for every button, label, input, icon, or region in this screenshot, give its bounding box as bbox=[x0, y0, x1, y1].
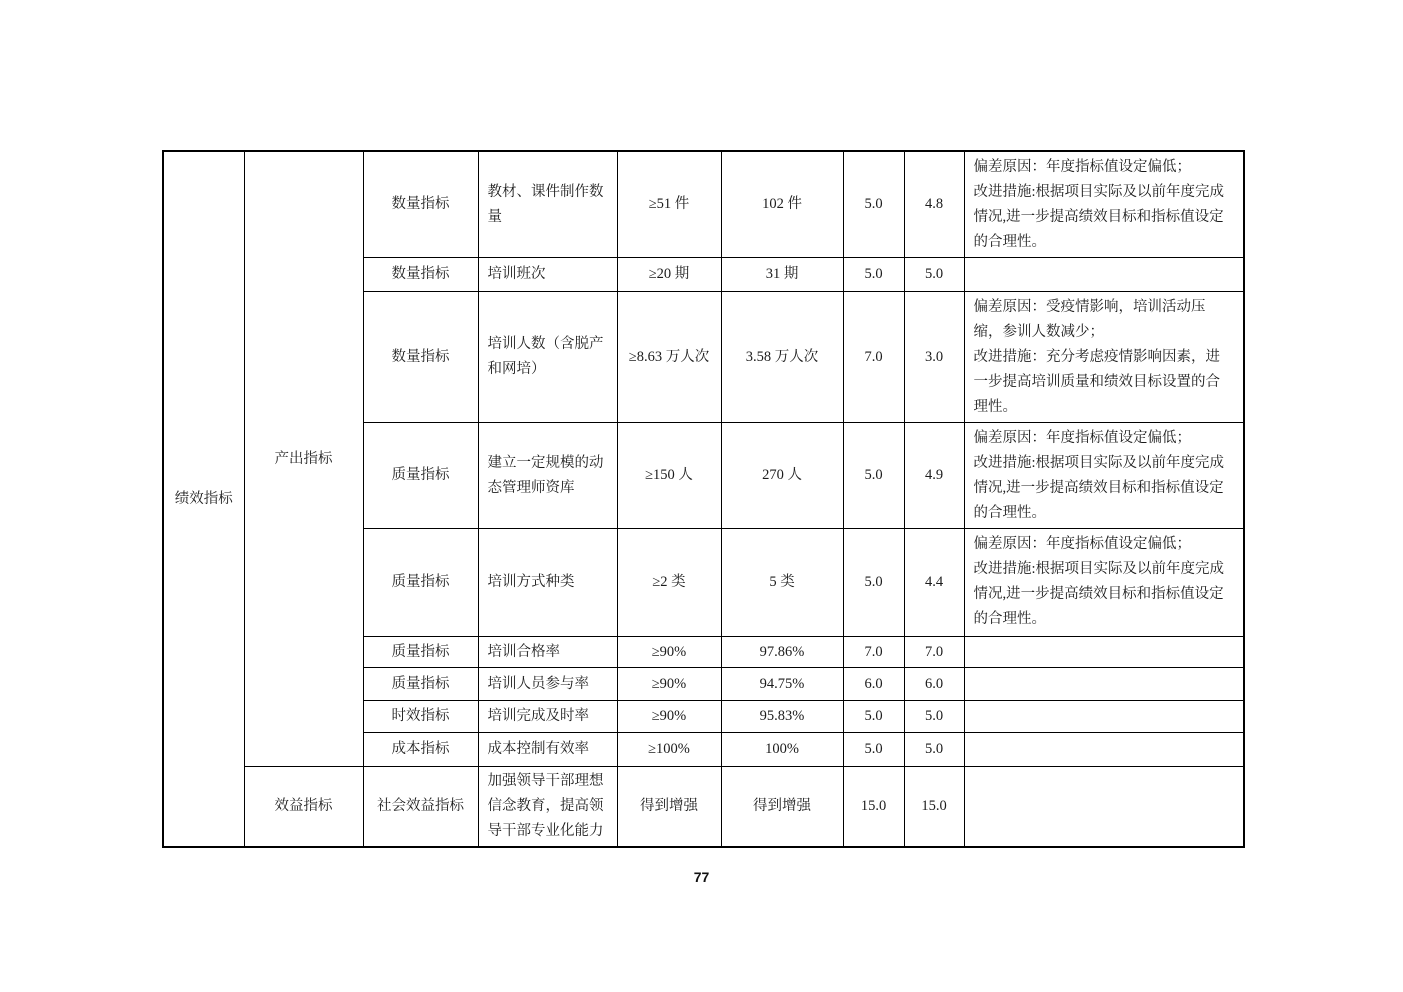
target-value-cell: ≥150 人 bbox=[617, 423, 721, 529]
deviation-reason-text: 偏差原因：年度指标值设定偏低； bbox=[973, 430, 1191, 446]
actual-value-cell: 102 件 bbox=[721, 151, 843, 258]
actual-value-cell: 95.83% bbox=[721, 701, 843, 733]
indicator-name-cell: 成本控制有效率 bbox=[478, 733, 617, 767]
target-value-cell: ≥90% bbox=[617, 637, 721, 668]
weight-cell: 5.0 bbox=[843, 151, 904, 258]
output-group-cell: 产出指标 bbox=[244, 151, 363, 767]
target-value-cell: ≥51 件 bbox=[617, 151, 721, 258]
target-value-cell: ≥8.63 万人次 bbox=[617, 292, 721, 423]
score-cell: 15.0 bbox=[904, 767, 964, 848]
score-cell: 5.0 bbox=[904, 701, 964, 733]
target-value-cell: ≥90% bbox=[617, 701, 721, 733]
indicator-type-cell: 质量指标 bbox=[363, 668, 478, 701]
deviation-reason-text: 偏差原因：年度指标值设定偏低； bbox=[973, 159, 1191, 175]
weight-cell: 5.0 bbox=[843, 529, 904, 637]
page-number: 77 bbox=[693, 869, 710, 885]
score-cell: 4.4 bbox=[904, 529, 964, 637]
actual-value-cell: 得到增强 bbox=[721, 767, 843, 848]
indicator-name-cell: 培训方式种类 bbox=[478, 529, 617, 637]
indicator-type-cell: 社会效益指标 bbox=[363, 767, 478, 848]
deviation-remark-cell bbox=[964, 423, 1244, 529]
target-value-cell: 得到增强 bbox=[617, 767, 721, 848]
target-value-cell: ≥90% bbox=[617, 668, 721, 701]
score-cell: 4.8 bbox=[904, 151, 964, 258]
indicator-name-cell: 培训人数（含脱产和网培） bbox=[478, 292, 617, 423]
deviation-reason-text: 偏差原因：年度指标值设定偏低； bbox=[973, 536, 1191, 552]
score-cell: 5.0 bbox=[904, 258, 964, 292]
indicator-name-cell: 教材、课件制作数量 bbox=[478, 151, 617, 258]
deviation-reason-text: 偏差原因：受疫情影响，培训活动压缩，参训人数减少； bbox=[973, 299, 1206, 340]
weight-cell: 6.0 bbox=[843, 668, 904, 701]
actual-value-cell: 3.58 万人次 bbox=[721, 292, 843, 423]
weight-cell: 5.0 bbox=[843, 423, 904, 529]
score-cell: 3.0 bbox=[904, 292, 964, 423]
indicator-name-cell: 建立一定规模的动态管理师资库 bbox=[478, 423, 617, 529]
target-value-cell: ≥2 类 bbox=[617, 529, 721, 637]
indicator-type-cell: 成本指标 bbox=[363, 733, 478, 767]
indicator-type-cell: 数量指标 bbox=[363, 292, 478, 423]
score-cell: 5.0 bbox=[904, 733, 964, 767]
improvement-measure-text: 改进措施:根据项目实际及以前年度完成情况,进一步提高绩效目标和指标值设定的合理性。 bbox=[973, 184, 1225, 250]
indicator-type-cell: 质量指标 bbox=[363, 529, 478, 637]
actual-value-cell: 97.86% bbox=[721, 637, 843, 668]
weight-cell: 5.0 bbox=[843, 701, 904, 733]
indicator-name-cell: 培训合格率 bbox=[478, 637, 617, 668]
improvement-measure-text: 改进措施:根据项目实际及以前年度完成情况,进一步提高绩效目标和指标值设定的合理性。 bbox=[973, 561, 1225, 627]
deviation-remark-cell bbox=[964, 701, 1244, 733]
score-cell: 7.0 bbox=[904, 637, 964, 668]
improvement-measure-text: 改进措施：充分考虑疫情影响因素，进一步提高培训质量和绩效目标设置的合理性。 bbox=[973, 349, 1220, 415]
weight-cell: 5.0 bbox=[843, 733, 904, 767]
score-cell: 4.9 bbox=[904, 423, 964, 529]
deviation-remark-cell bbox=[964, 733, 1244, 767]
actual-value-cell: 31 期 bbox=[721, 258, 843, 292]
indicator-type-cell: 质量指标 bbox=[363, 637, 478, 668]
deviation-remark-cell bbox=[964, 668, 1244, 701]
deviation-remark-cell bbox=[964, 529, 1244, 637]
indicator-name-cell: 培训班次 bbox=[478, 258, 617, 292]
weight-cell: 7.0 bbox=[843, 292, 904, 423]
actual-value-cell: 5 类 bbox=[721, 529, 843, 637]
indicator-name-cell: 培训完成及时率 bbox=[478, 701, 617, 733]
deviation-remark-cell bbox=[964, 258, 1244, 292]
indicator-type-cell: 数量指标 bbox=[363, 258, 478, 292]
weight-cell: 15.0 bbox=[843, 767, 904, 848]
target-value-cell: ≥20 期 bbox=[617, 258, 721, 292]
target-value-cell: ≥100% bbox=[617, 733, 721, 767]
table-row bbox=[163, 151, 1244, 258]
indicator-type-cell: 质量指标 bbox=[363, 423, 478, 529]
score-cell: 6.0 bbox=[904, 668, 964, 701]
benefit-group-cell: 效益指标 bbox=[244, 767, 363, 848]
table-row bbox=[163, 767, 1244, 848]
deviation-remark-cell bbox=[964, 637, 1244, 668]
deviation-remark-cell bbox=[964, 767, 1244, 848]
deviation-remark-cell bbox=[964, 292, 1244, 423]
indicator-type-cell: 时效指标 bbox=[363, 701, 478, 733]
indicator-name-cell: 培训人员参与率 bbox=[478, 668, 617, 701]
indicator-category-cell: 绩效指标 bbox=[163, 151, 244, 847]
weight-cell: 5.0 bbox=[843, 258, 904, 292]
actual-value-cell: 270 人 bbox=[721, 423, 843, 529]
improvement-measure-text: 改进措施:根据项目实际及以前年度完成情况,进一步提高绩效目标和指标值设定的合理性。 bbox=[973, 455, 1225, 521]
performance-indicator-table bbox=[162, 150, 1245, 848]
actual-value-cell: 94.75% bbox=[721, 668, 843, 701]
actual-value-cell: 100% bbox=[721, 733, 843, 767]
weight-cell: 7.0 bbox=[843, 637, 904, 668]
indicator-name-cell: 加强领导干部理想信念教育，提高领导干部专业化能力 bbox=[478, 767, 617, 848]
indicator-type-cell: 数量指标 bbox=[363, 151, 478, 258]
deviation-remark-cell bbox=[964, 151, 1244, 258]
